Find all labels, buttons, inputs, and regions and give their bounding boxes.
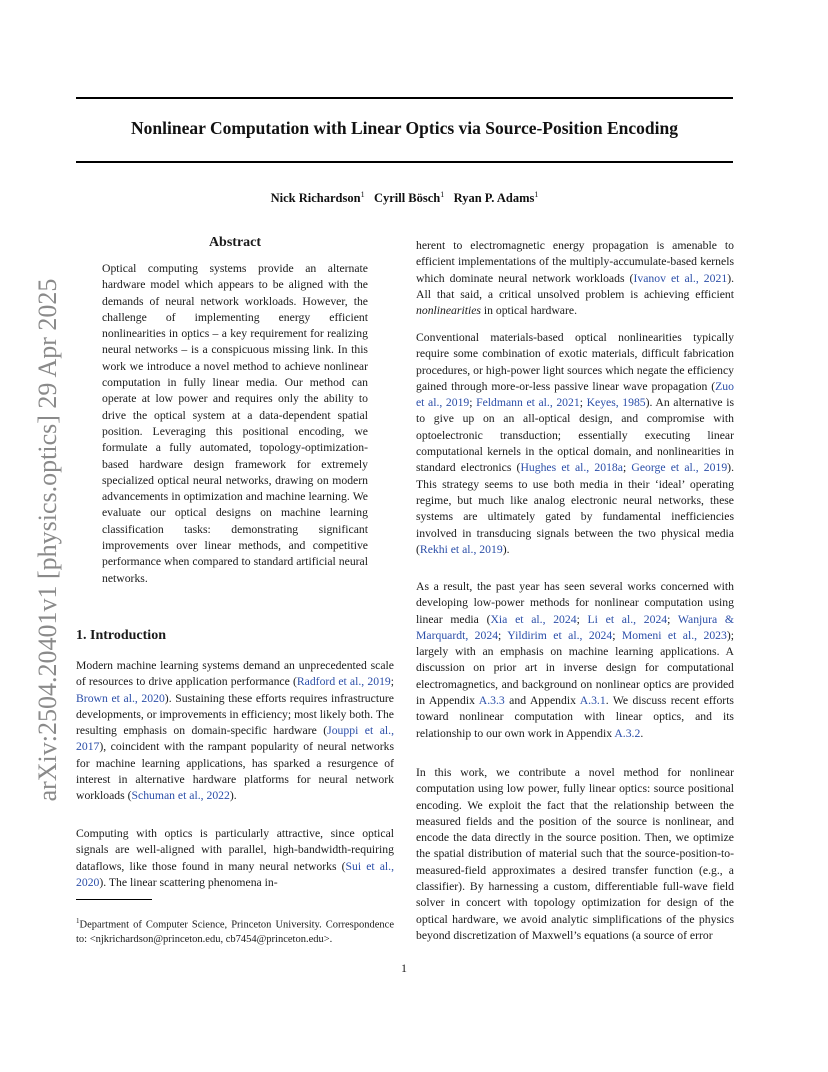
body-paragraph [416,330,734,558]
author-affiliation-mark: 1 [440,190,445,199]
text-run: ). Sustaining these efforts requires infrastructure developments, or improvements in efficiency; most likely both. The resulting emphasis on domain-specific hardware ( [76,691,394,738]
text-run: Conventional materials-based optical nonlinearities typically require some combination of exotic materials, difficult fabrication procedures, or high-power light sources which negate the efficiency gained through more-or-less passive linear wave propagation ( [416,331,734,393]
text-run: ). [229,789,237,803]
citation-link[interactable]: Ivanov et al., 2021 [633,271,728,285]
body-paragraph [416,765,734,944]
citation-link[interactable]: A.3.3 [478,694,505,708]
citation-link[interactable]: Keyes, 1985 [586,396,646,410]
body-paragraph [416,579,734,742]
text-run: and Appendix [504,694,580,708]
citation-link[interactable]: Schuman et al., 2022 [131,789,230,803]
text-run: Modern machine learning systems demand an unprecedented scale of resources to drive application performance ( [76,659,394,689]
abstract-heading: Abstract [208,235,262,250]
text-run: . We discuss recent efforts toward nonlinear computation with linear optics, and its relationship to our own work in Appendix [416,694,734,740]
citation-link[interactable]: A.3.1 [579,694,606,708]
section-heading-introduction: 1. Introduction [76,628,166,643]
page-number: 1 [401,961,407,975]
citation-link[interactable]: Sui et al., 2020 [76,859,394,889]
citation-link[interactable]: Momeni et al., 2023 [621,628,727,642]
author-name: Nick Richardson [270,191,361,206]
text-run: ; [390,675,395,689]
author-name: Ryan P. Adams [453,191,535,206]
citation-link[interactable]: A.3.2 [614,726,641,740]
citation-link[interactable]: Wanjura & Marquardt, 2024 [416,612,735,642]
author-name: Cyrill Bösch [373,191,441,206]
text-run: ; [612,628,622,642]
text-run: As a result, the past year has seen several works concerned with developing low-power methods for nonlinear computation using linear media ( [416,580,734,626]
text-run: ), coincident with the rampant popularity of neural networks for machine learning applications, has sparked a resurgence of interest in alternative hardware platforms for neural network workloads ( [76,740,394,803]
footnote [76,914,394,948]
intro-paragraph-1 [76,658,394,805]
text-run: ; [579,396,587,410]
text-run: . [640,726,644,740]
text-run: ). [502,542,510,556]
citation-link[interactable]: Rekhi et al., 2019 [419,542,503,556]
text-run: ). An alternative is to give up on an all-optical design, and compromise with optoelectronic transduction; essentially executing linear computational kernels in the optical domain, and nonlinearities in standard electronics ( [416,396,734,475]
text-run: herent to electromagnetic energy propagation is amenable to efficient implementations of the multiply-accumulate-based kernels which dominate neural network workloads ( [416,239,734,285]
title-rule-top [76,97,733,99]
citation-link[interactable]: Xia et al., 2024 [490,612,577,626]
text-run: Computing with optics is particularly attractive, since optical signals are well-aligned with parallel, high-bandwidth-requiring dataflows, like those found in many neural networks ( [76,827,394,873]
intro-paragraph-2 [76,826,394,891]
text-run: ; [622,461,632,475]
emphasis-text: nonlinearities [416,304,481,318]
footnote-mark: 1 [76,916,80,925]
author-list [76,190,733,206]
text-run: in optical hardware. [480,304,577,318]
citation-link[interactable]: Jouppi et al., 2017 [76,724,394,754]
citation-link[interactable]: George et al., 2019 [631,461,728,475]
text-run: ; [498,628,508,642]
paper-title: Nonlinear Computation with Linear Optics via Source-Position Encoding [131,118,678,138]
arxiv-identifier-stamp: arXiv:2504.20401v1 [physics.optics] 29 Apr 2025 [33,278,62,802]
text-run: In this work, we contribute a novel method for nonlinear computation using low power, fully linear optics: source positional encoding. We exploit the fact that the relationship between the measured fields and the position of the source is nonlinear, and encode the data directly in the source position. Then, we optimize the spatial distribution of material such that the source-position-to-measured-field approximates a desired transfer function (e.g., a classifier). By harnessing a custom, differentiable full-wave field solver in concert with topology optimization for design of the optical hardware, we avoid analytic simplifications of the physics beyond discretization of Maxwell’s equations (a source of error [416,766,734,942]
author-affiliation-mark: 1 [360,190,365,199]
citation-link[interactable]: Yildirim et al., 2024 [507,628,613,642]
text-run: ). This strategy seems to use both media in their ‘ideal’ operating regime, but much like analog electronic neural networks, these systems are ultimately gated by fundamental inefficiencies involved in transducing signals between the two physical media ( [416,461,734,556]
citation-link[interactable]: Feldmann et al., 2021 [476,396,580,410]
text-run: ; [576,612,588,626]
text-run: ); largely with an emphasis on machine learning applications. A discussion on prior art in inverse design for computational electromagnetics, and background on nonlinear optics are provided in Appendix [416,628,734,708]
citation-link[interactable]: Zuo et al., 2019 [416,379,734,410]
text-run: ). The linear scattering phenomena in- [99,875,278,889]
text-run: ; [469,396,477,410]
footnote-text: Department of Computer Science, Princeton University. Correspondence to: <njkrichardson@princeton.edu, cb7454@princeton.edu>. [76,919,394,945]
text-run: ). All that said, a critical unsolved problem is achieving efficient [416,271,735,301]
footnote-rule [76,899,152,900]
title-rule-bottom [76,161,733,163]
text-run: ; [667,612,678,626]
author-affiliation-mark: 1 [534,190,539,199]
citation-link[interactable]: Brown et al., 2020 [76,691,165,705]
abstract-text: Optical computing systems provide an alternate hardware model which appears to be aligned with the demands of neural network workloads. However, the challenge of implementing energy efficient nonlinearities in optics – a key requirement for realizing neural networks – is a conspicuous missing link. In this work we introduce a novel method to achieve nonlinear computation in fully linear media. Our method can operate at low power and requires only the ability to drive the optical system at a data-dependent spatial position. Leveraging this positional encoding, we formulate a fully automated, topology-optimization-based hardware design framework for extremely specialized optical neural networks, drawing on modern advancements in optimization and machine learning. We evaluate our optical designs on machine learning classification tasks: demonstrating significant improvements over linear methods, and competitive performance when compared to standard artificial neural networks. [102,262,368,585]
citation-link[interactable]: Li et al., 2024 [587,612,668,626]
body-paragraph [416,238,734,319]
citation-link[interactable]: Hughes et al., 2018a [520,461,623,475]
citation-link[interactable]: Radford et al., 2019 [296,675,391,689]
